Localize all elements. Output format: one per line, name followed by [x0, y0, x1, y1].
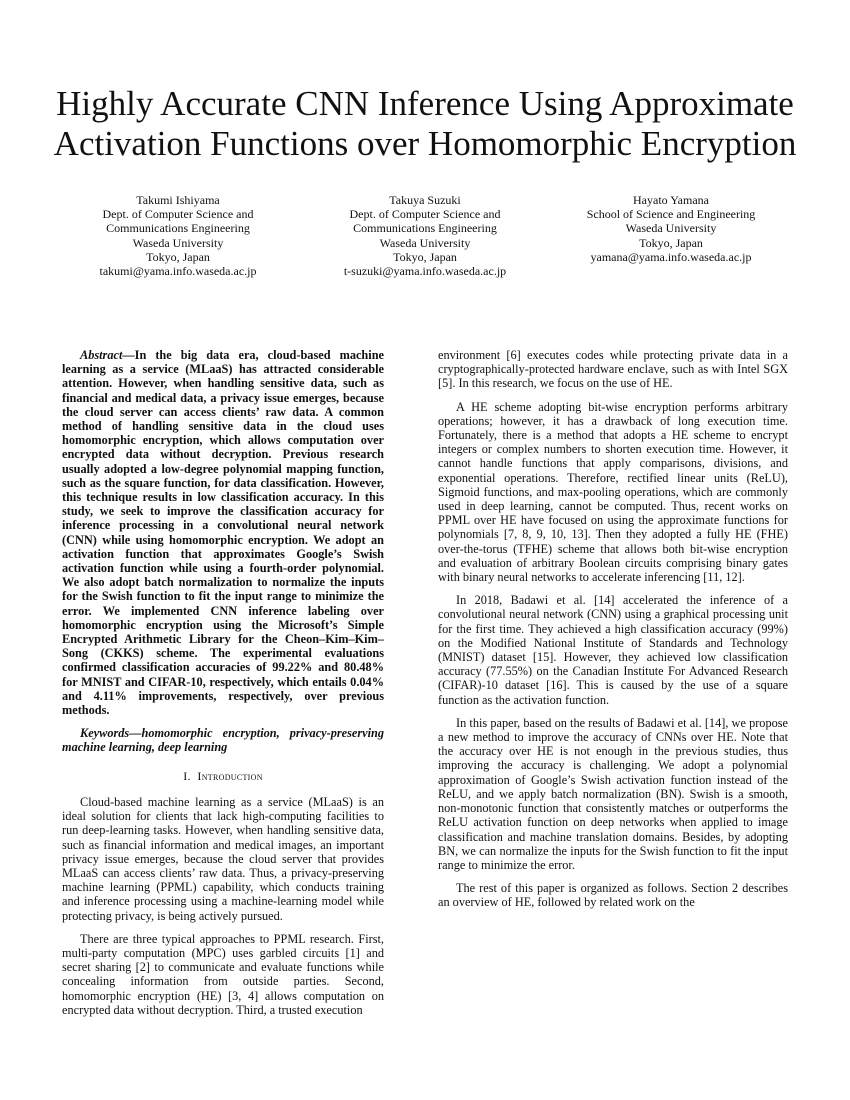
author-name: Hayato Yamana — [633, 193, 709, 207]
author-location: Tokyo, Japan — [639, 235, 703, 250]
body-paragraph: There are three typical approaches to PPML research. First, multi-party computation (MPC) uses garbled circuits [1] and secret sharing [2] to communicate and evaluate functions while concealing information from outside parties. Second, homomorphic encryption (HE) [3, 4] allows computation on encrypted data without decryption. Third, a trusted execution — [62, 931, 384, 1017]
body-paragraph: In this paper, based on the results of Badawi et al. [14], we propose a new method to improve the accuracy of CNNs over HE. Note that the accuracy over HE is not enough in the previous studies, thus improving the accuracy is challenging. We adopt a polynomial approximation of Google’s Swish activation function instead of the ReLU, and we apply batch normalization (BN). Swish is a smooth, non-monotonic function that consistently matches or outperforms the ReLU activation function on deep networks when applied to image classification and machine translation domains. Besides, by adopting BN, we can normalize the inputs for the Swish function to fit the input range to minimize the error. — [438, 715, 788, 872]
keywords — [62, 726, 384, 754]
right-column — [438, 348, 788, 919]
author-university: Waseda University — [625, 221, 717, 236]
keywords-text: —homomorphic encryption, privacy-preserving machine learning, deep learning — [62, 726, 384, 755]
abstract-text: —In the big data era, cloud-based machine learning as a service (MLaaS) has attracted considerable attention. However, when handling sensitive data, such as financial and medical data, a privacy issue emerges, because the cloud server can access clients’ raw data. A common method of handling sensitive data in the cloud uses homomorphic encryption, which allows computation over encrypted data without decryption. Previous research usually adopted a low-degree polynomial mapping function, such as the square function, for data classification. However, this technique results in low classification accuracy. In this study, we seek to improve the classification accuracy for inference processing in a convolutional neural network (CNN) while using homomorphic encryption. We adopt an activation function that approximates Google’s Swish activation function while using a fourth-order polynomial. We also adopt batch normalization to normalize the inputs for the Swish function to fit the input range to minimize the error. We implemented CNN inference labeling over homomorphic encryption using the Microsoft’s Simple Encrypted Arithmetic Library for the Cheon–Kim–Kim–Song (CKKS) scheme. The experimental evaluations confirmed classification accuracies of 99.22% and 80.48% for MNIST and CIFAR-10, respectively, which entails 0.04% and 4.11% improvements, respectively, over previous methods. — [62, 348, 384, 718]
abstract-label: Abstract — [80, 348, 123, 362]
body-paragraph: Cloud-based machine learning as a service (MLaaS) is an ideal solution for clients that lack high-computing facilities to run deep-learning tasks. However, when handling sensitive data, such as financial information and medical images, an important privacy issue emerges, because the cloud server that provides MLaaS can access clients’ raw data. Thus, a privacy-preserving machine learning (PPML) capability, which conducts training and inference processing using a machine-learning model while protecting privacy, is being actively pursued. — [62, 794, 384, 923]
author-university: Waseda University — [379, 235, 471, 250]
abstract — [62, 348, 384, 717]
author-email: t-suzuki@yama.info.waseda.ac.jp — [343, 264, 507, 279]
author-block-1 — [53, 193, 303, 278]
author-email: takumi@yama.info.waseda.ac.jp — [99, 264, 257, 279]
author-dept: Dept. of Computer Science and — [349, 207, 501, 222]
title-line-2: Activation Functions over Homomorphic Encryption — [53, 124, 797, 163]
author-name: Takumi Ishiyama — [136, 193, 220, 207]
author-email: yamana@yama.info.waseda.ac.jp — [590, 249, 752, 264]
author-block-3 — [546, 193, 796, 264]
author-dept: School of Science and Engineering — [586, 207, 756, 222]
author-dept: Communications Engineering — [353, 221, 497, 236]
author-location: Tokyo, Japan — [393, 249, 457, 264]
author-location: Tokyo, Japan — [146, 249, 210, 264]
paper-title — [40, 84, 810, 164]
section-title: Introduction — [197, 768, 263, 783]
author-name: Takuya Suzuki — [389, 193, 461, 207]
body-paragraph: The rest of this paper is organized as follows. Section 2 describes an overview of HE, followed by related work on the — [438, 881, 788, 910]
body-paragraph: A HE scheme adopting bit-wise encryption performs arbitrary operations; however, it has a drawback of long execution time. Fortunately, there is a method that adopts a HE scheme to encrypt integers or complex numbers to shorten execution time. However, it cannot handle functions that apply comparisons, divisions, and exponential operations. Therefore, rectified linear units (ReLU), Sigmoid functions, and max-pooling operations, which are commonly used in deep learning, cannot be computed. Thus, recent works on PPML over HE have focused on using the approximate functions for polynomials [7, 8, 9, 10, 13]. Then they adopted a fully HE (FHE) over-the-torus (TFHE) scheme that allows both bit-wise encryption and evaluation of arbitrary Boolean circuits comprising binary gates with binary neural networks to accelerate inferencing [11, 12]. — [438, 399, 788, 585]
title-line-1: Highly Accurate CNN Inference Using Approximate — [56, 84, 794, 123]
section-number: I. — [183, 768, 191, 783]
left-column — [62, 348, 384, 1026]
author-block-2 — [300, 193, 550, 278]
keywords-label: Keywords — [80, 726, 130, 741]
section-heading-introduction — [62, 769, 384, 783]
author-dept: Dept. of Computer Science and — [102, 207, 254, 222]
body-paragraph: In 2018, Badawi et al. [14] accelerated the inference of a convolutional neural network (CNN) using a graphical processing unit for the first time. They achieved a high classification accuracy (99%) on the Modified National Institute of Standards and Technology (MNIST) dataset [15]. However, they achieved low classification accuracy (77.55%) on the Canadian Institute For Advanced Research (CIFAR)-10 dataset [16]. This is caused by the use of a square function as the activation function. — [438, 593, 788, 707]
body-paragraph: environment [6] executes codes while protecting private data in a cryptographically-protected hardware enclave, such as with Intel SGX [5]. In this research, we focus on the use of HE. — [438, 348, 788, 391]
author-university: Waseda University — [132, 235, 224, 250]
author-dept: Communications Engineering — [106, 221, 250, 236]
